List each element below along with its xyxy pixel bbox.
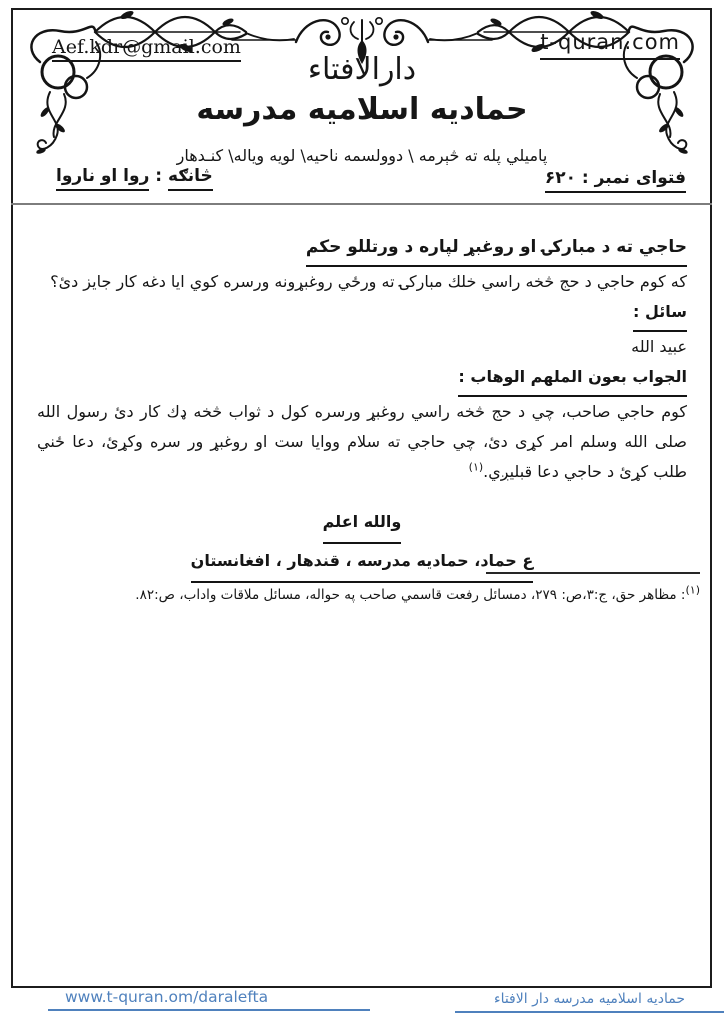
header-divider-line xyxy=(11,203,712,205)
fatwa-number-value: ۶۲۰ xyxy=(544,168,576,188)
footnote-separator-line xyxy=(486,572,700,574)
footnote-reference: (١) xyxy=(468,460,484,474)
email-link[interactable]: Aef.kdr@gmail.com xyxy=(52,36,241,62)
branch-separator: : xyxy=(155,166,163,186)
signature-line: ع حماد، حماديه مدرسه ، قندهار ، افغانستان xyxy=(191,544,534,583)
title-dar-al-ifta: دارالافتاء xyxy=(307,52,417,87)
fatwa-number-label: فتوای نمبر : xyxy=(581,168,686,188)
branch-label-word: څانګه xyxy=(168,166,213,191)
fatwa-body xyxy=(13,206,711,583)
footer-url-text[interactable]: www.t-quran.om/daralefta xyxy=(65,988,269,1006)
fatwa-number xyxy=(545,168,686,193)
question-heading: حاجي ته د مباركۍ او روغبړ لپاره د ورتللو حكم xyxy=(37,232,687,267)
asker-name: عبيد الله xyxy=(631,337,687,356)
closing-phrase: والله اعلم xyxy=(323,505,402,544)
question-text: كه كوم حاجي د حج څخه راسي خلك مباركۍ ته ورځي روغبړونه ورسره كوي ايا دغه كار جايز دئ؟ xyxy=(50,272,687,291)
answer-text: كوم حاجي صاحب، چي د حج څخه راسي روغبړ ورسره كول د ثواب څخه ډك كار دئ رسول الله صلی الله وسلم امر كړی دئ، چي حاجي ته سلام ووايا ست او روغبړ ور سره وكړئ، دعا ځني طلب كړئ د حاجي دعا قبليږي.$^{(١)}$ xyxy=(37,402,687,481)
title-madrasa-name: حماديه اسلاميه مدرسه xyxy=(196,92,528,127)
footer-org-link[interactable] xyxy=(455,991,724,1013)
footnote xyxy=(50,584,700,606)
footer-url-link[interactable] xyxy=(48,988,370,1011)
footnote-marker: (١) xyxy=(685,583,700,597)
asker-label: سائل : xyxy=(37,297,687,332)
footer-org-text[interactable]: حماديه اسلاميه مدرسه دار الافتاء xyxy=(493,991,686,1007)
website-link[interactable]: t-quran.com xyxy=(540,30,680,60)
answer-heading: الجواب بعون الملهم الوهاب : xyxy=(37,362,687,397)
branch-value: روا او ناروا xyxy=(56,166,149,191)
branch-label xyxy=(56,166,213,191)
footnote-text: : مظاهر حق، ج:٣،ص: ٢٧٩، دمسائل رفعت قاسمي صاحب په حواله، مسائل ملاقات واداب، ص:٨٢. xyxy=(135,587,686,603)
madrasa-address: پاميلي پله ته څېرمه \ دوولسمه ناحيه\ لويه وياله\ كنـدهار xyxy=(176,146,548,165)
